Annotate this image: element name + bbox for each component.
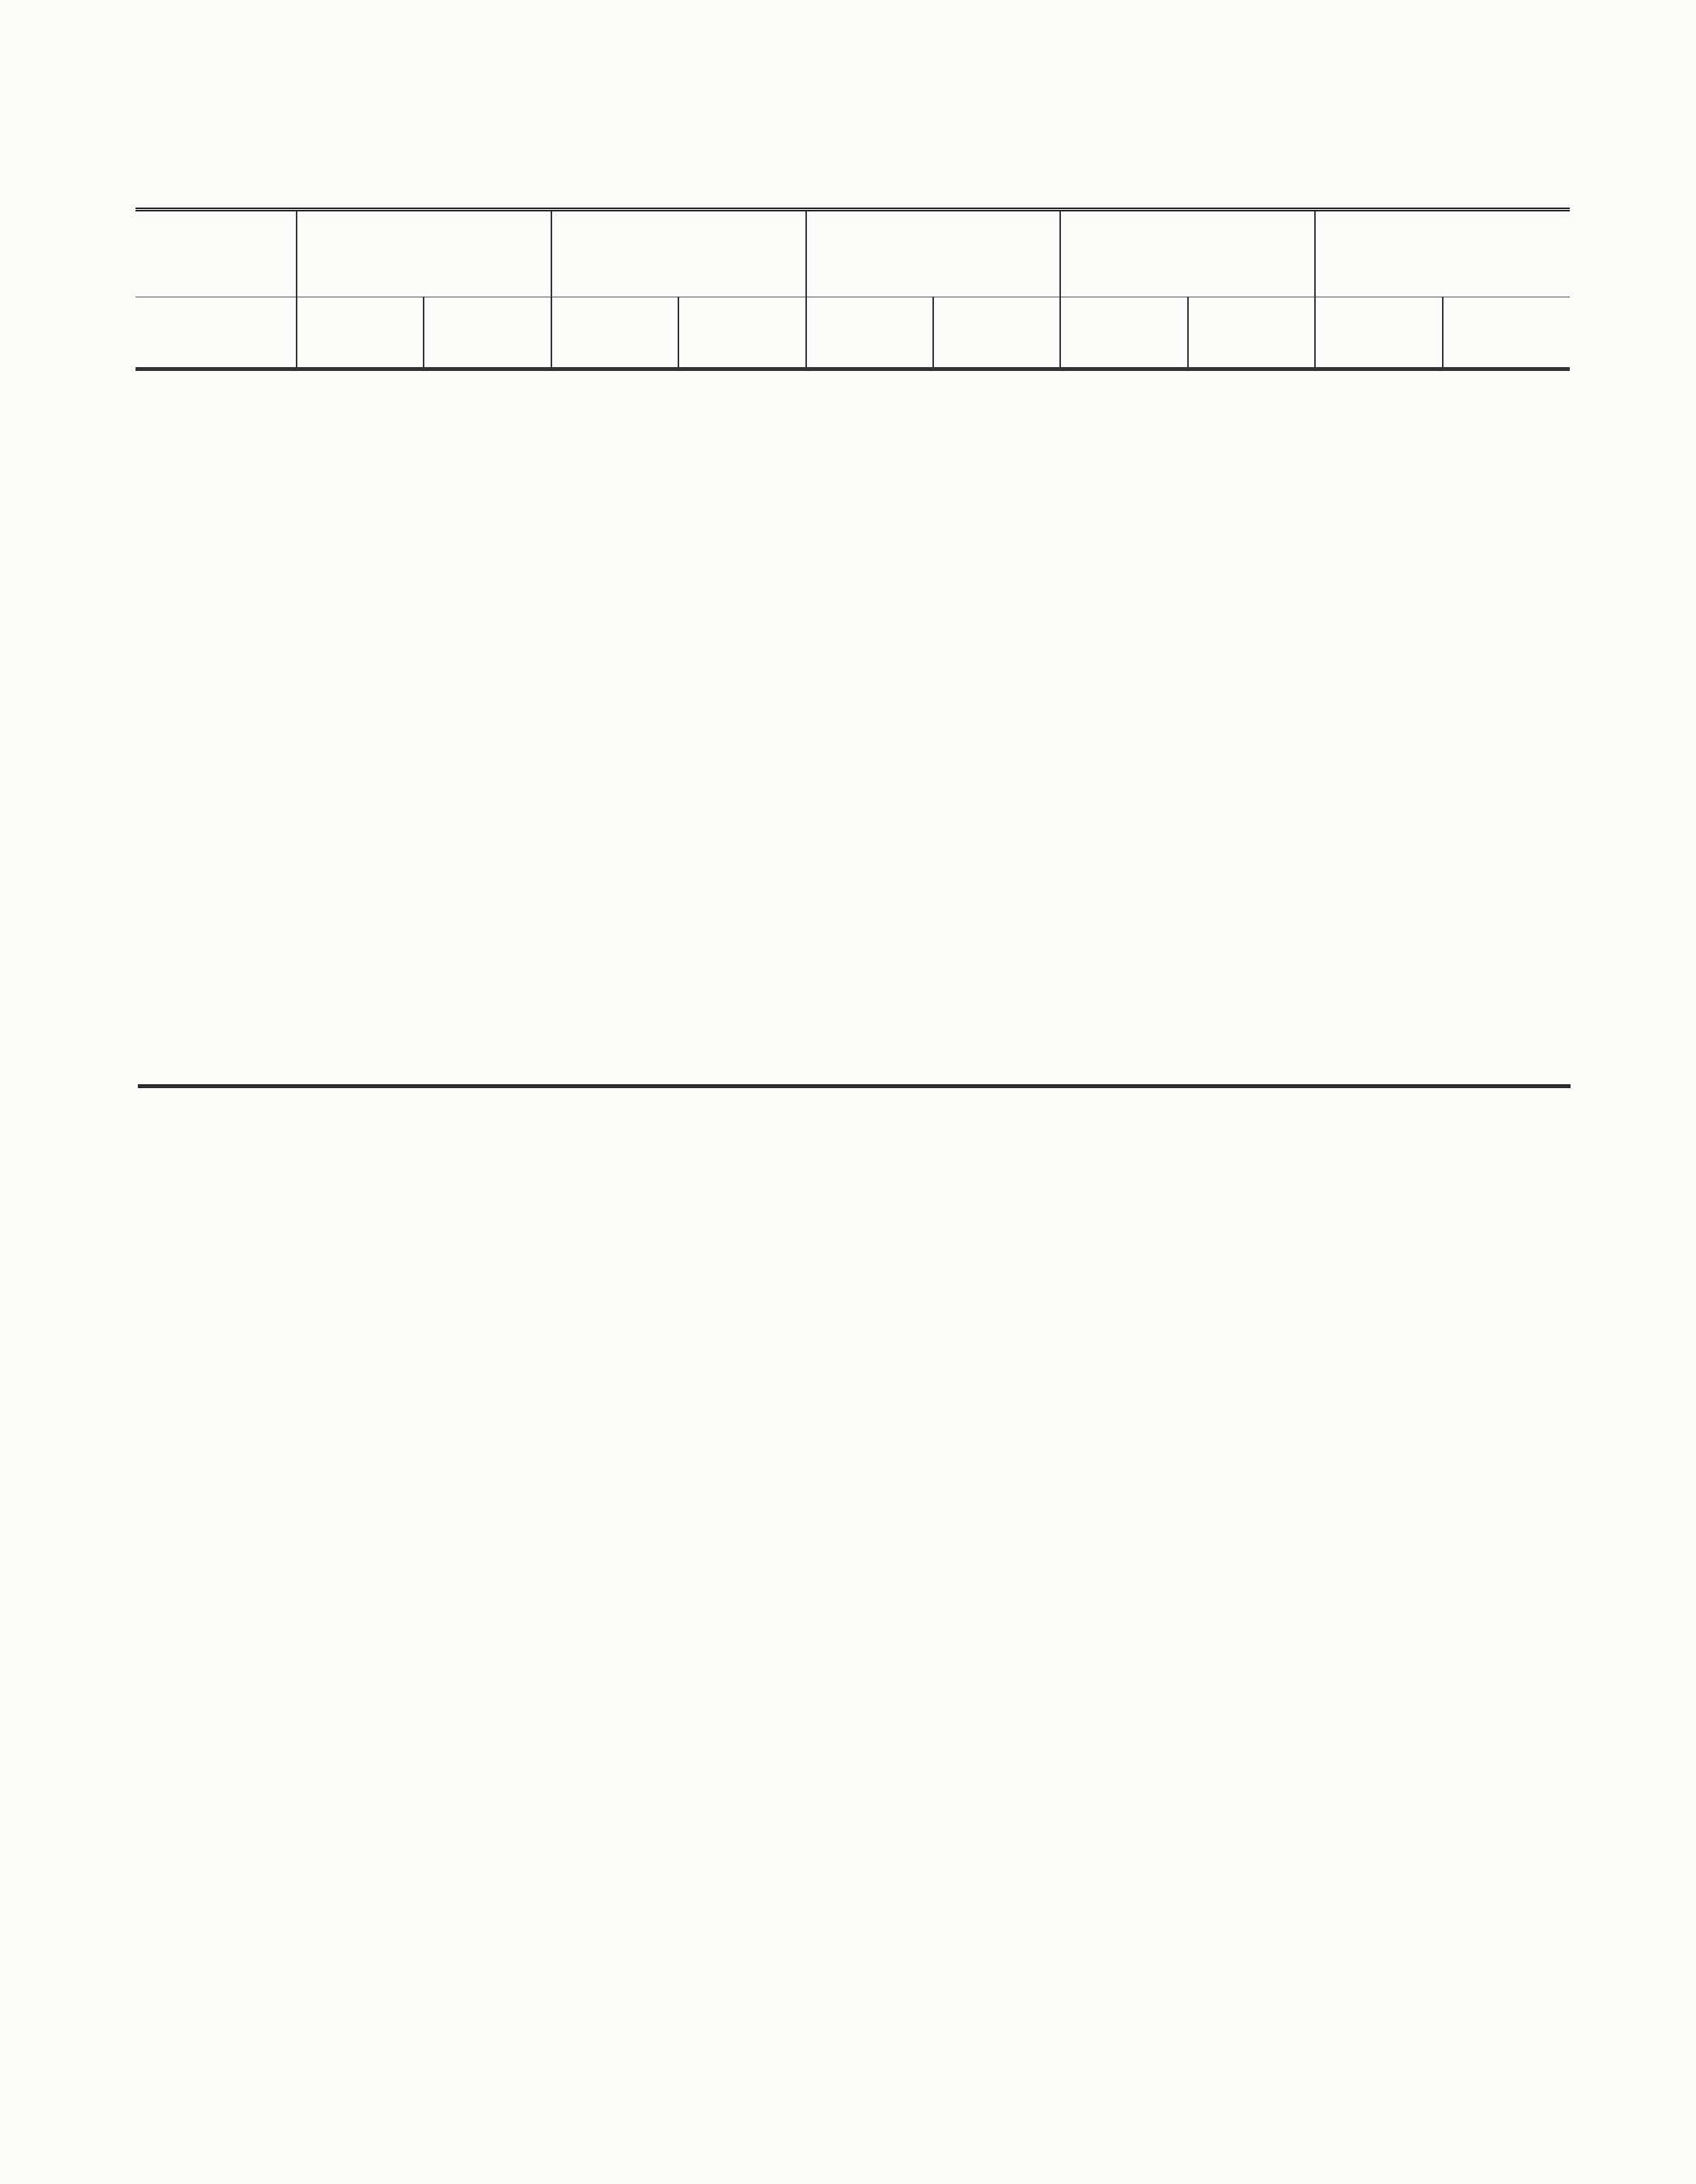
table1-beta-header: [678, 297, 805, 369]
table1-a-header: [297, 210, 551, 297]
table1-corner: [136, 210, 297, 297]
table2: [138, 1084, 1571, 1087]
table1-a-header-row: [136, 210, 1570, 297]
table1-a-header: [1060, 210, 1315, 297]
table1-beta-header: [933, 297, 1060, 369]
table1-beta-header-row: [136, 297, 1570, 369]
table1-beta-header: [1188, 297, 1315, 369]
table1-beta-header: [551, 297, 678, 369]
table1-beta-header: [297, 297, 424, 369]
table1-a-header: [551, 210, 806, 297]
table1-beta-header: [806, 297, 933, 369]
table1-beta-header: [424, 297, 551, 369]
table1-beta-header: [1315, 297, 1442, 369]
table1-a-header: [1315, 210, 1570, 297]
table1-beta-header: [1060, 297, 1187, 369]
table1-a-header: [806, 210, 1061, 297]
table1-beta-header: [1443, 297, 1570, 369]
table1: [136, 208, 1570, 370]
table1-no-header: [136, 297, 297, 369]
